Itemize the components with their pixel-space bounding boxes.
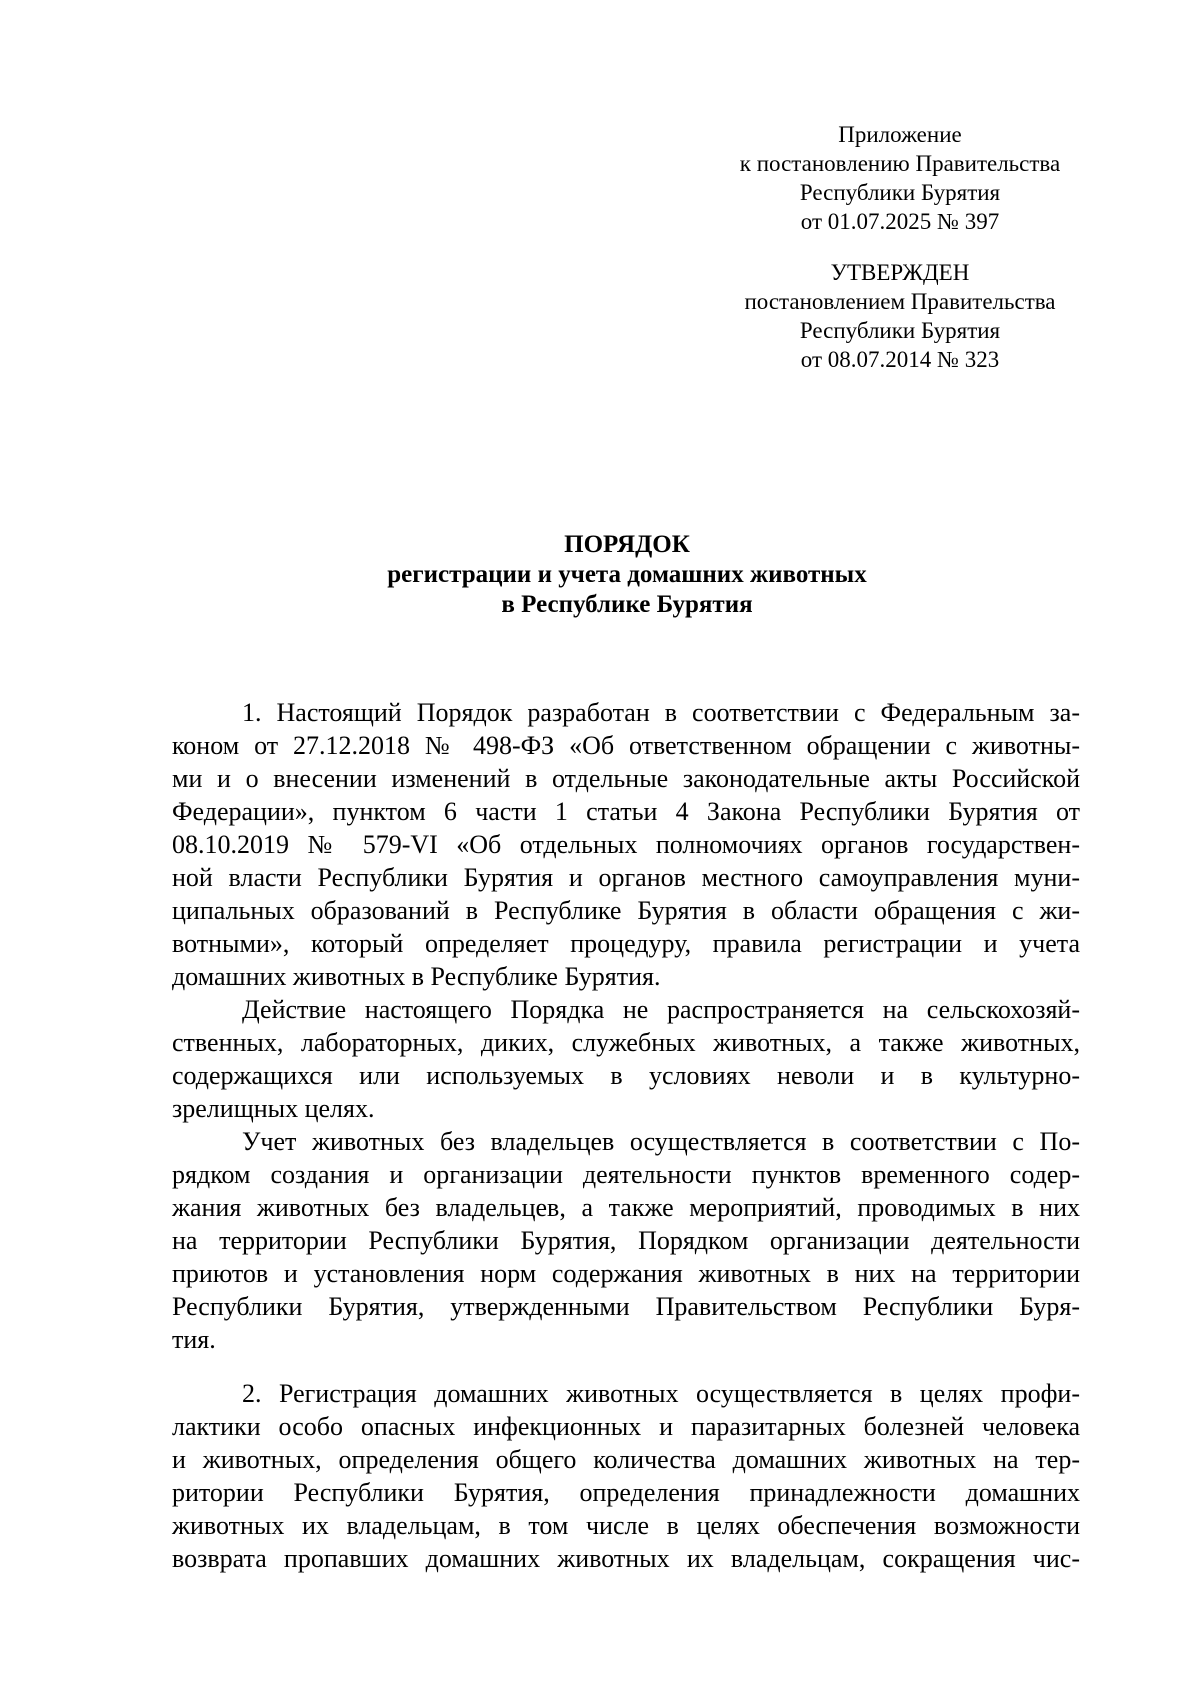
paragraph-4 xyxy=(172,1377,1080,1575)
body-section-1 xyxy=(172,696,1080,1356)
title-line-3: в Республике Бурятия xyxy=(501,591,753,618)
approval-line-3: Республики Бурятия xyxy=(799,318,1001,343)
text-line: 2. Регистрация домашних животных осуществляется в целях профи- xyxy=(242,1379,1080,1408)
paragraph-2 xyxy=(172,993,1080,1125)
text-line: Федерации», пунктом 6 части 1 статьи 4 Закона Республики Бурятия от xyxy=(172,797,1080,826)
body-section-2 xyxy=(172,1377,1080,1575)
text-line: ципальных образований в Республике Бурятия в области обращения с жи- xyxy=(172,896,1080,925)
title-line-2: регистрации и учета домашних животных xyxy=(387,561,867,588)
text-line: на территории Республики Бурятия, Порядком организации деятельности xyxy=(172,1226,1080,1255)
text-line: возврата пропавших домашних животных их владельцам, сокращения чис- xyxy=(172,1544,1080,1573)
appendix-header xyxy=(700,120,1100,236)
paragraph-1 xyxy=(172,696,1080,993)
text-line: лактики особо опасных инфекционных и паразитарных болезней человека xyxy=(172,1412,1080,1441)
approval-header xyxy=(700,258,1100,374)
approval-line-2: постановлением Правительства xyxy=(744,289,1056,314)
paragraph-3 xyxy=(172,1125,1080,1356)
text-line: ственных, лабораторных, диких, служебных животных, а также животных, xyxy=(172,1028,1080,1057)
text-line: содержащихся или используемых в условиях неволи и в культурно- xyxy=(172,1061,1080,1090)
text-line: тия. xyxy=(172,1325,216,1354)
text-line: домашних животных в Республике Бурятия. xyxy=(172,962,661,991)
text-line: жания животных без владельцев, а также мероприятий, проводимых в них xyxy=(172,1193,1080,1222)
text-line: ми и о внесении изменений в отдельные законодательные акты Российской xyxy=(172,764,1080,793)
text-line: ритории Республики Бурятия, определения принадлежности домашних xyxy=(172,1478,1080,1507)
text-line: животных их владельцам, в том числе в целях обеспечения возможности xyxy=(172,1511,1080,1540)
text-line: Учет животных без владельцев осуществляется в соответствии с По- xyxy=(242,1127,1080,1156)
text-line: и животных, определения общего количества домашних животных на тер- xyxy=(172,1445,1080,1474)
text-line: зрелищных целях. xyxy=(172,1094,375,1123)
text-line: приютов и установления норм содержания животных в них на территории xyxy=(172,1259,1080,1288)
text-line: Республики Бурятия, утвержденными Правительством Республики Буря- xyxy=(172,1292,1080,1321)
appendix-line-4: от 01.07.2025 № 397 xyxy=(800,209,1000,234)
document-title xyxy=(172,530,1082,620)
text-line: 1. Настоящий Порядок разработан в соответствии с Федеральным за- xyxy=(242,698,1080,727)
text-line: рядком создания и организации деятельности пунктов временного содер- xyxy=(172,1160,1080,1189)
approval-line-1: УТВЕРЖДЕН xyxy=(830,260,970,285)
title-line-1: ПОРЯДОК xyxy=(564,531,690,558)
appendix-line-2: к постановлению Правительства xyxy=(739,151,1061,176)
text-line: ной власти Республики Бурятия и органов местного самоуправления муни- xyxy=(172,863,1080,892)
text-line: 08.10.2019 № 579-VI «Об отдельных полномочиях органов государствен- xyxy=(172,830,1080,859)
appendix-line-3: Республики Бурятия xyxy=(799,180,1001,205)
appendix-line-1: Приложение xyxy=(838,122,962,147)
text-line: вотными», который определяет процедуру, правила регистрации и учета xyxy=(172,929,1080,958)
approval-line-4: от 08.07.2014 № 323 xyxy=(800,347,1000,372)
text-line: Действие настоящего Порядка не распространяется на сельскохозяй- xyxy=(242,995,1080,1024)
text-line: коном от 27.12.2018 № 498-ФЗ «Об ответственном обращении с животны- xyxy=(172,731,1080,760)
